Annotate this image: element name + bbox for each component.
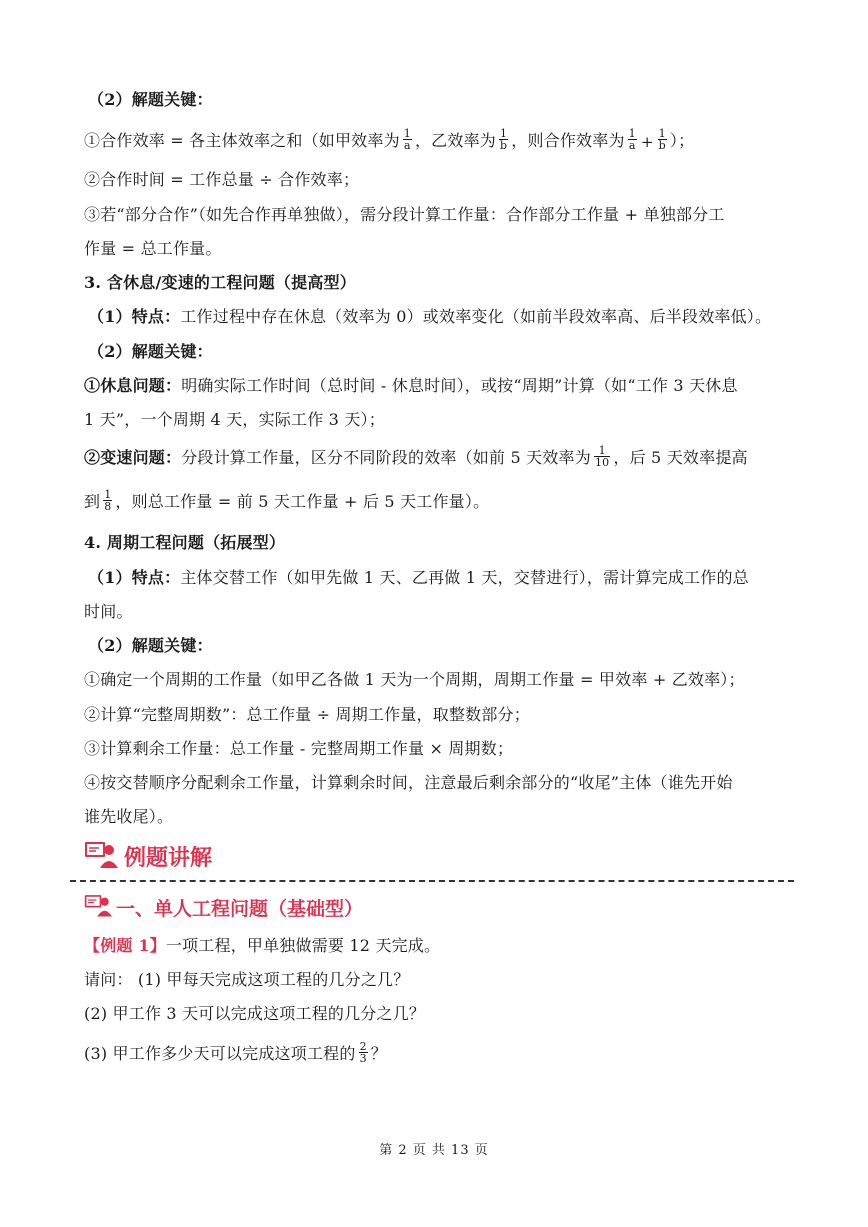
example1-statement xyxy=(84,936,790,956)
section2-key-heading: （2）解题关键： xyxy=(88,90,213,109)
sec2-line2: ②合作时间 = 工作总量 ÷ 合作效率； xyxy=(84,170,360,189)
text: 主体交替工作（如甲先做 1 天、乙再做 1 天，交替进行），需计算完成工作的总 xyxy=(180,568,749,587)
text: 一项工程，甲单独做需要 12 天完成。 xyxy=(165,936,441,955)
example-tag: 【例题 1】 xyxy=(84,936,166,955)
fraction-1-over-b: $\frac{1}{b}$ xyxy=(658,127,666,152)
section4-title: 4. 周期工程问题（拓展型） xyxy=(84,533,286,552)
dashed-divider xyxy=(70,880,794,882)
examples-heading xyxy=(84,842,212,870)
fraction-1-over-a: $\frac{1}{a}$ xyxy=(403,127,411,152)
plus-sign: + xyxy=(640,132,654,151)
text: 到 xyxy=(84,492,101,511)
sec4-feature-2: 时间。 xyxy=(84,602,133,621)
sec4-key2: ②计算“完整周期数”：总工作量 ÷ 周期工作量，取整数部分； xyxy=(84,705,530,724)
text: (3) 甲工作多少天可以完成这项工程的 xyxy=(84,1044,356,1063)
sec4-key1: ①确定一个周期的工作量（如甲乙各做 1 天为一个周期，周期工作量 = 甲效率 + 乙效率）； xyxy=(84,670,745,689)
example1-q1: 请问： (1) 甲每天完成这项工程的几分之几？ xyxy=(84,970,410,989)
section3-title: 3. 含休息/变速的工程问题（提高型） xyxy=(84,273,356,292)
fraction-2-over-3: $\frac{2}{3}$ xyxy=(359,1040,367,1065)
example1-q2: (2) 甲工作 3 天可以完成这项工程的几分之几？ xyxy=(84,1004,426,1023)
sec4-key4-2: 谁先收尾）。 xyxy=(84,807,174,826)
sec2-line4: 作量 = 总工作量。 xyxy=(84,239,222,258)
rest-label: ①休息问题： xyxy=(84,376,182,395)
sec3-feature xyxy=(88,307,794,327)
text: ）； xyxy=(669,131,695,150)
example1-q3 xyxy=(84,1040,790,1068)
subsection-title: 一、单人工程问题（基础型） xyxy=(116,897,364,920)
sec2-line3: ③若“部分合作”（如先合作再单独做），需分段计算工作量：合作部分工作量 + 单独部分工 xyxy=(84,205,725,224)
teacher-icon xyxy=(84,840,118,872)
sec4-key-heading: （2）解题关键： xyxy=(88,636,213,655)
teacher-icon xyxy=(84,893,112,921)
text: 工作过程中存在休息（效率为 0）或效率变化（如前半段效率高、后半段效率低）。 xyxy=(180,307,772,326)
text: ，后 5 天效率提高 xyxy=(613,448,748,467)
page-footer: 第 2 页 共 13 页 xyxy=(379,1143,489,1158)
subsection-heading xyxy=(84,894,363,920)
text: ，则总工作量 = 前 5 天工作量 + 后 5 天工作量）。 xyxy=(115,492,490,511)
sec4-key4: ④按交替顺序分配剩余工作量，计算剩余时间，注意最后剩余部分的“收尾”主体（谁先开始 xyxy=(84,773,733,792)
text: ？ xyxy=(370,1044,387,1063)
sec3-rest xyxy=(84,376,790,396)
text: ，乙效率为 xyxy=(414,131,496,150)
feature-label: （1）特点： xyxy=(88,568,181,587)
text: 明确实际工作时间（总时间 - 休息时间），或按“周期”计算（如“工作 3 天休息 xyxy=(181,376,738,395)
sec3-rest-2: 1 天”，一个周期 4 天，实际工作 3 天）； xyxy=(84,410,385,429)
sec3-key-heading: （2）解题关键： xyxy=(88,342,213,361)
sec3-speed xyxy=(84,444,790,472)
sec4-key3: ③计算剩余工作量：总工作量 - 完整周期工作量 × 周期数； xyxy=(84,739,514,758)
text: ①合作效率 = 各主体效率之和（如甲效率为 xyxy=(84,131,400,150)
fraction-1-over-b: $\frac{1}{b}$ xyxy=(500,127,508,152)
speed-label: ②变速问题： xyxy=(84,448,182,467)
examples-title: 例题讲解 xyxy=(124,845,213,871)
sec4-feature xyxy=(88,568,794,588)
text: ，则合作效率为 xyxy=(511,131,625,150)
fraction-1-over-a: $\frac{1}{a}$ xyxy=(628,127,636,152)
text: 分段计算工作量，区分不同阶段的效率（如前 5 天效率为 xyxy=(181,448,591,467)
feature-label: （1）特点： xyxy=(88,307,181,326)
fraction-1-over-8: $\frac{1}{8}$ xyxy=(104,488,112,513)
fraction-1-over-10: $\frac{1}{10}$ xyxy=(594,444,610,469)
sec3-speed-2 xyxy=(84,488,790,516)
sec2-line1 xyxy=(84,128,790,155)
